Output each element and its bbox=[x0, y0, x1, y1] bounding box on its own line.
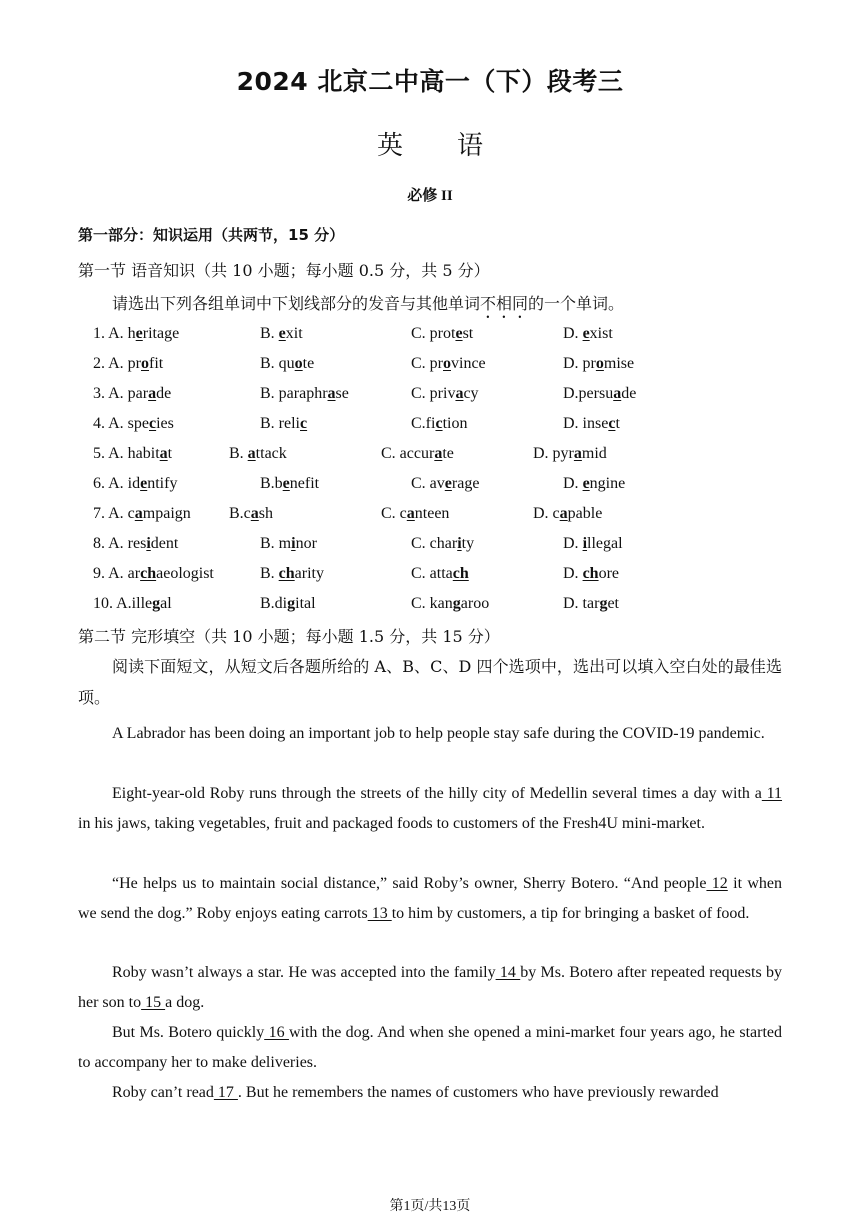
underlined-letters: c bbox=[608, 415, 616, 432]
option-b: B. paraphrase bbox=[260, 385, 349, 402]
option-a: 9. A. archaeologist bbox=[93, 565, 214, 582]
option-a: 8. A. resident bbox=[93, 535, 179, 552]
underlined-letters: e bbox=[282, 475, 290, 492]
underlined-letters: ch bbox=[140, 565, 157, 582]
blank-17: 17 bbox=[213, 1084, 238, 1101]
option-a: 1. A. heritage bbox=[93, 325, 180, 342]
passage-paragraph-3: “He helps us to maintain social distance,” said Roby’s owner, Sherry Botero. “And people 12 it when we send the dog.” Roby enjoys eating carrots 13 to him by customers, a tip for bringing a basket of food. bbox=[78, 875, 783, 922]
option-d: D. promise bbox=[563, 355, 635, 372]
underlined-letters: ch bbox=[452, 565, 469, 582]
section2-heading: 第二节 完形填空（共 10 小题；每小题 1.5 分，共 15 分） bbox=[78, 627, 500, 646]
option-d: D. insect bbox=[563, 415, 620, 432]
underlined-letters: a bbox=[434, 445, 443, 462]
option-b: B. relic bbox=[260, 415, 308, 432]
underlined-letters: i bbox=[457, 535, 462, 552]
underlined-letters: i bbox=[582, 535, 588, 552]
instruction-emphasis: 不相同 bbox=[480, 294, 529, 313]
option-d: D. target bbox=[563, 595, 619, 612]
blank-13: 13 bbox=[367, 905, 392, 922]
blank-16: 16 bbox=[264, 1024, 289, 1041]
blank-11: 11 bbox=[761, 785, 783, 802]
underlined-letters: a bbox=[406, 505, 415, 522]
underlined-letters: a bbox=[559, 505, 568, 522]
option-a: 2. A. profit bbox=[93, 355, 164, 372]
underlined-letters: e bbox=[455, 325, 463, 342]
underlined-letters: a bbox=[613, 385, 622, 402]
option-b: B.benefit bbox=[260, 475, 320, 492]
option-d: D.persuade bbox=[563, 385, 637, 402]
underlined-letters: g bbox=[599, 595, 608, 612]
blank-15: 15 bbox=[141, 994, 166, 1011]
exam-title: 2024 北京二中高一（下）段考三 bbox=[236, 67, 624, 96]
underlined-letters: i bbox=[146, 535, 151, 552]
option-c: C. average bbox=[411, 475, 480, 492]
underlined-letters: ch bbox=[278, 565, 295, 582]
passage-paragraph-2: Eight-year-old Roby runs through the streets of the hilly city of Medellin several times a day with a 11 in his jaws, taking vegetables, fruit and packaged foods to customers of the Fresh4U mini-market. bbox=[78, 785, 783, 832]
option-d: D. engine bbox=[563, 475, 626, 492]
underlined-letters: a bbox=[327, 385, 336, 402]
underlined-letters: g bbox=[287, 595, 296, 612]
option-a: 6. A. identify bbox=[93, 475, 178, 492]
underlined-letters: c bbox=[435, 415, 443, 432]
underlined-letters: e bbox=[278, 325, 286, 342]
option-c: C. protest bbox=[411, 325, 474, 342]
passage-paragraph-4: Roby wasn’t always a star. He was accepted into the family 14 by Ms. Botero after repeated requests by her son to 15 a dog. bbox=[78, 964, 782, 1011]
option-b: B.cash bbox=[229, 505, 274, 522]
option-a: 10. A.illegal bbox=[93, 595, 172, 612]
instruction-text-end: 的一个单词。 bbox=[528, 294, 625, 313]
blank-14: 14 bbox=[495, 964, 521, 981]
option-c: C. privacy bbox=[411, 385, 479, 402]
option-a: 4. A. species bbox=[93, 415, 174, 432]
option-c: C. charity bbox=[411, 535, 475, 552]
option-c: C. kangaroo bbox=[411, 595, 490, 612]
option-b: B. charity bbox=[260, 565, 324, 582]
passage-paragraph-5: But Ms. Botero quickly 16 with the dog. And when she opened a mini-market four years ago, he started to accompany her to make deliveries. bbox=[78, 1024, 783, 1071]
page-footer: 第1页/共13页 bbox=[389, 1199, 471, 1214]
option-b: B. attack bbox=[229, 445, 287, 462]
option-c: C. accurate bbox=[381, 445, 454, 462]
passage-paragraph-1: A Labrador has been doing an important job to help people stay safe during the COVID-19 pandemic. bbox=[112, 725, 765, 742]
instruction-text: 请选出下列各组单词中下划线部分的发音与其他单词 bbox=[112, 294, 481, 313]
underlined-letters: e bbox=[582, 475, 590, 492]
option-b: B. exit bbox=[260, 325, 303, 342]
blank-12: 12 bbox=[706, 875, 728, 892]
option-d: D. illegal bbox=[563, 535, 623, 552]
underlined-letters: o bbox=[141, 355, 149, 372]
underlined-letters: o bbox=[443, 355, 451, 372]
part1-heading: 第一部分：知识运用（共两节，15 分） bbox=[78, 226, 345, 244]
underlined-letters: c bbox=[149, 415, 157, 432]
underlined-letters: a bbox=[134, 505, 143, 522]
underlined-letters: a bbox=[247, 445, 256, 462]
underlined-letters: a bbox=[250, 505, 259, 522]
option-b: B. quote bbox=[260, 355, 315, 372]
underlined-letters: a bbox=[455, 385, 464, 402]
underlined-letters: a bbox=[573, 445, 582, 462]
underlined-letters: e bbox=[444, 475, 452, 492]
underlined-letters: g bbox=[452, 595, 461, 612]
subject-char-2: 语 bbox=[457, 131, 484, 161]
underlined-letters: i bbox=[291, 535, 296, 552]
underlined-letters: ch bbox=[582, 565, 599, 582]
underlined-letters: g bbox=[152, 595, 161, 612]
underlined-letters: a bbox=[148, 385, 157, 402]
underlined-letters: o bbox=[595, 355, 604, 372]
section1-heading: 第一节 语音知识（共 10 小题；每小题 0.5 分，共 5 分） bbox=[78, 261, 490, 280]
option-a: 3. A. parade bbox=[93, 385, 172, 402]
option-a: 7. A. campaign bbox=[93, 505, 191, 522]
option-d: D. capable bbox=[533, 505, 603, 522]
section1-instruction bbox=[112, 291, 624, 322]
subject-heading bbox=[0, 125, 860, 162]
option-c: C. province bbox=[411, 355, 486, 372]
underlined-letters: e bbox=[140, 475, 148, 492]
option-b: B. minor bbox=[260, 535, 317, 552]
underlined-letters: e bbox=[135, 325, 143, 342]
option-c: C. attach bbox=[411, 565, 469, 582]
module-label: 必修 II bbox=[407, 188, 453, 204]
option-d: D. pyramid bbox=[533, 445, 607, 462]
subject-char-1: 英 bbox=[376, 131, 403, 161]
option-a: 5. A. habitat bbox=[93, 445, 173, 462]
underlined-letters: a bbox=[159, 445, 168, 462]
option-d: D. exist bbox=[563, 325, 613, 342]
cloze-instruction: 阅读下面短文，从短文后各题所给的 A、B、C、D 四个选项中，选出可以填入空白处的最佳选项。 bbox=[78, 657, 782, 707]
option-c: C.fiction bbox=[411, 415, 468, 432]
underlined-letters: o bbox=[294, 355, 303, 372]
option-b: B.digital bbox=[260, 595, 316, 612]
option-d: D. chore bbox=[563, 565, 619, 582]
option-c: C. canteen bbox=[381, 505, 450, 522]
underlined-letters: e bbox=[582, 325, 590, 342]
passage-paragraph-6: Roby can’t read 17 . But he remembers the names of customers who have previously rewarded bbox=[112, 1084, 719, 1101]
underlined-letters: c bbox=[300, 415, 308, 432]
